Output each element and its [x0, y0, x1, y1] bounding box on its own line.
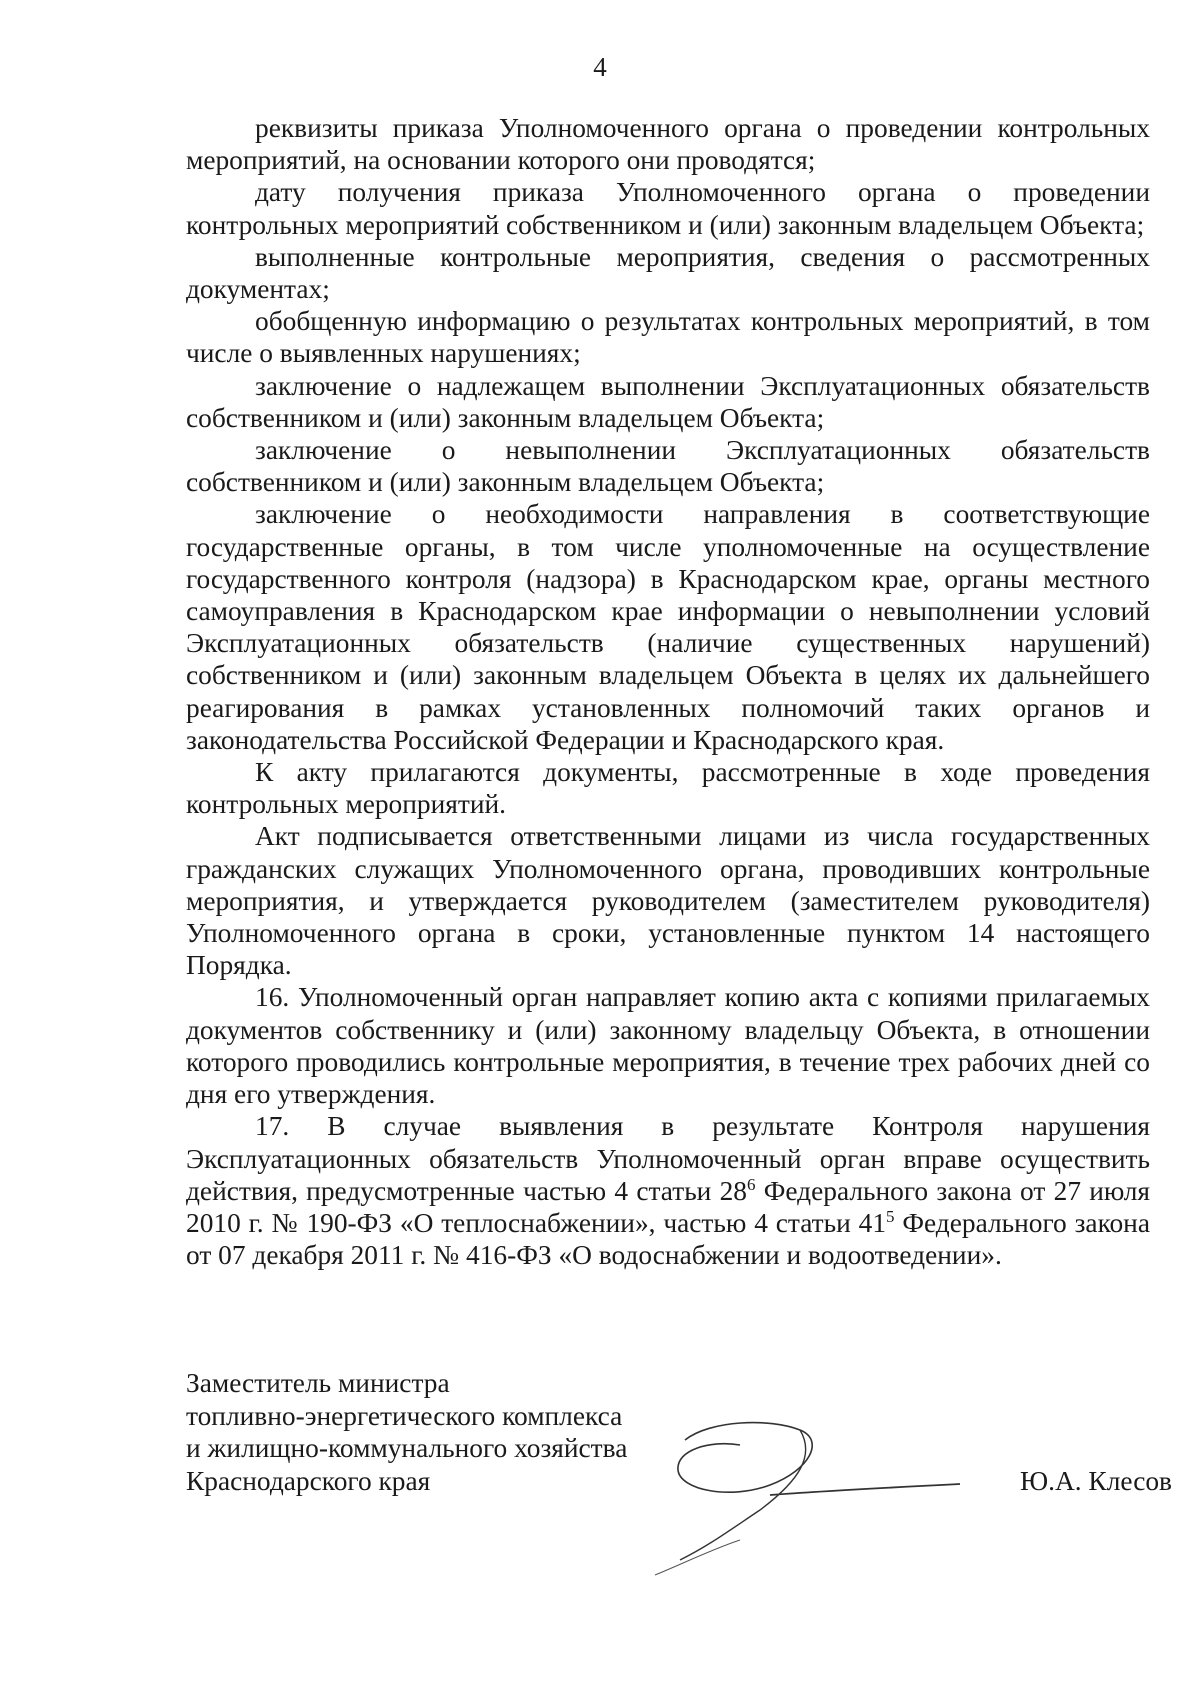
paragraph-item-17 [186, 1110, 1150, 1271]
document-body [186, 112, 1150, 1271]
paragraph-conclusion-proper: заключение о надлежащем выполнении Эксплуатационных обязательств собственником и (или) законным владельцем Объекта; [186, 370, 1150, 433]
handwritten-signature [650, 1400, 990, 1580]
paragraph-summary-info: обобщенную информацию о результатах контрольных мероприятий, в том числе о выявленных нарушениях; [186, 306, 1150, 369]
signatory-title-line: топливно-энергетического комплекса [186, 1400, 623, 1431]
item-17-superscript-1: 6 [747, 1174, 756, 1194]
paragraph-conclusion-referral: заключение о необходимости направления в соответствующие государственные органы, в том числе уполномоченные на осуществление государственного контроля (надзора) в Краснодарском крае, органы местного самоуправления в Краснодарском крае информации о невыполнении условий Эксплуатационных обязательств (наличие существенных нарушений) собственником и (или) законным владельцем Объекта в целях их дальнейшего реагирования в рамках установленных полномочий таких органов и законодательства Российской Федерации и Краснодарского края. [186, 499, 1150, 755]
paragraph-conclusion-nonfulfillment: заключение о невыполнении Эксплуатационных обязательств собственником и (или) законным владельцем Объекта; [186, 435, 1150, 498]
paragraph-order-date: дату получения приказа Уполномоченного органа о проведении контрольных мероприятий собственником и (или) законным владельцем Объекта; [186, 177, 1150, 240]
signatory-title-line: Краснодарского края [186, 1465, 431, 1496]
paragraph-act-signing: Акт подписывается ответственными лицами из числа государственных гражданских служащих Уполномоченного органа, проводивших контрольные мероприятия, и утверждается руководителем (заместителем руководителя) Уполномоченного органа в сроки, установленные пунктом 14 настоящего Порядка. [186, 821, 1150, 981]
item-17-text-2: Федерального закона от 27 июля 2010 г. № 190-ФЗ «О теплоснабжении», частью 4 статьи 41 [186, 1175, 1150, 1238]
paragraph-requisites: реквизиты приказа Уполномоченного органа о проведении контрольных мероприятий, на основании которого они проводятся; [186, 113, 1150, 176]
item-17-text-1: 17. В случае выявления в результате Контроля нарушения Эксплуатационных обязательств Уполномоченный орган вправе осуществить действия, предусмотренные частью 4 статьи 28 [186, 1111, 1150, 1206]
signatory-name: Ю.А. Клесов [1019, 1466, 1172, 1496]
item-17-text-3: Федерального закона от 07 декабря 2011 г. № 416-ФЗ «О водоснабжении и водоотведении». [186, 1207, 1151, 1271]
signatory-title-line: Заместитель министра [186, 1368, 450, 1398]
signatory-title-line: и жилищно-коммунального хозяйства [186, 1433, 628, 1464]
page-number: 4 [593, 52, 607, 82]
paragraph-performed-measures: выполненные контрольные мероприятия, сведения о рассмотренных документах; [186, 241, 1150, 305]
item-17-superscript-2: 5 [886, 1206, 895, 1226]
paragraph-item-16: 16. Уполномоченный орган направляет копию акта с копиями прилагаемых документов собственнику и (или) законному владельцу Объекта, в отношении которого проводились контрольные мероприятия, в течение трех рабочих дней со дня его утверждения. [186, 982, 1150, 1110]
paragraph-attachments: К акту прилагаются документы, рассмотренные в ходе проведения контрольных мероприятий. [186, 757, 1150, 820]
